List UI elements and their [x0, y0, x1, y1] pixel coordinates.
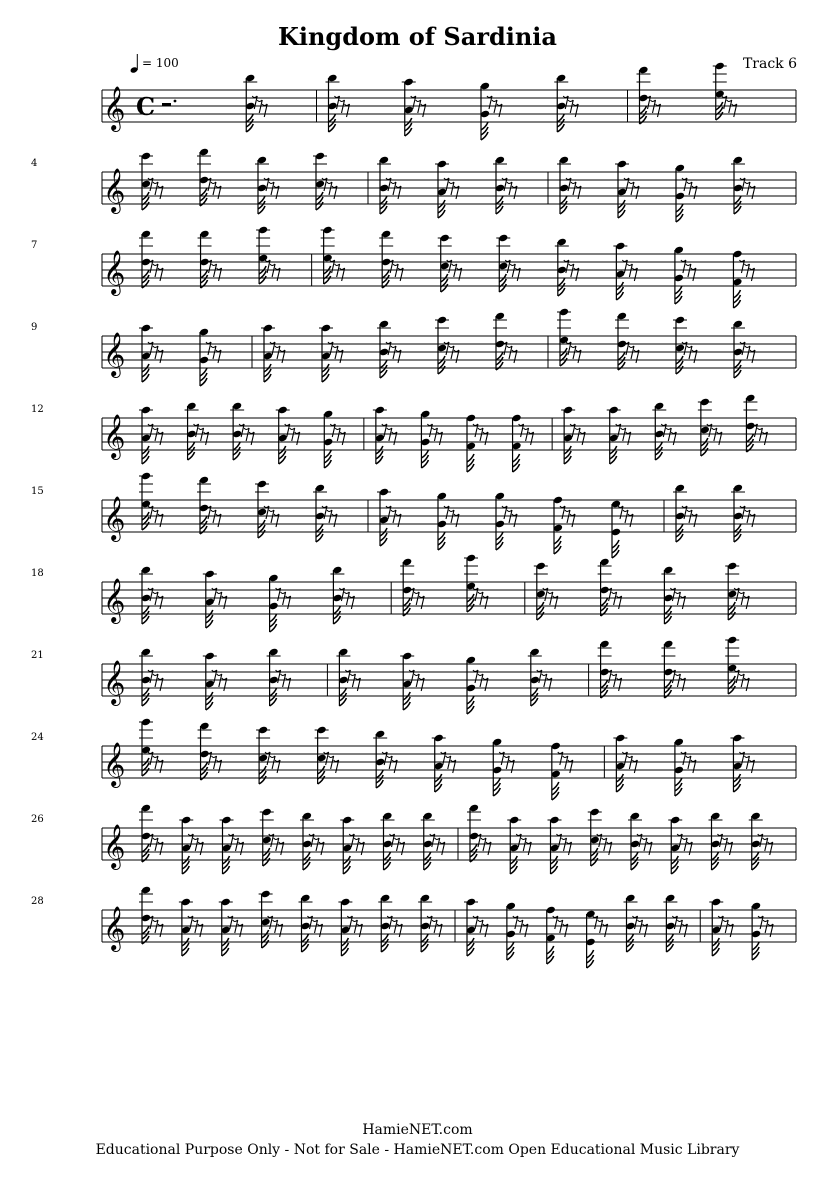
rest-mark: [391, 182, 396, 195]
footer-notice: Educational Purpose Only - Not for Sale - HamieNET.com Open Educational Music Library: [95, 1142, 740, 1158]
rest-mark: [449, 182, 454, 195]
rest-mark: [392, 920, 397, 933]
rest-mark: [153, 674, 158, 687]
rest-mark: [414, 674, 419, 687]
rest-mark: [478, 428, 483, 441]
rest-mark: [193, 920, 198, 933]
rest-mark: [354, 838, 359, 851]
rest-mark: [571, 346, 576, 359]
treble-clef-icon: 𝄞: [103, 168, 126, 212]
rest-mark: [687, 346, 692, 359]
rest-mark: [481, 838, 486, 851]
rest-mark: [504, 756, 509, 769]
rest-mark: [627, 756, 632, 769]
rest-mark: [558, 920, 563, 933]
rest-mark: [393, 264, 398, 277]
rest-mark: [416, 100, 421, 113]
rest-mark: [478, 592, 483, 605]
rest-mark: [521, 838, 526, 851]
treble-clef-icon: 𝄞: [103, 578, 126, 622]
rest-mark: [153, 838, 158, 851]
rest-mark: [745, 510, 750, 523]
score-title: Kingdom of Sardinia: [278, 22, 557, 51]
rest-mark: [627, 264, 632, 277]
treble-clef-icon: 𝄞: [103, 332, 126, 376]
rest-mark: [739, 674, 744, 687]
rest-mark: [257, 100, 262, 113]
measure-number: 21: [31, 650, 44, 661]
rest-mark: [269, 510, 274, 523]
rest-mark: [598, 920, 603, 933]
rest-mark: [269, 182, 274, 195]
rest-mark: [281, 592, 286, 605]
rest-mark: [217, 674, 222, 687]
rest-mark: [675, 674, 680, 687]
measure-number: 9: [31, 322, 38, 333]
rest-mark: [270, 264, 275, 277]
rest-mark: [575, 428, 580, 441]
rest-mark: [452, 264, 457, 277]
rest-mark: [387, 756, 392, 769]
measure-number: 18: [31, 568, 44, 579]
rest-mark: [153, 920, 158, 933]
rest-mark: [687, 510, 692, 523]
rest-mark: [478, 674, 483, 687]
rest-mark: [153, 756, 158, 769]
rest-mark: [340, 100, 345, 113]
rest-mark: [739, 592, 744, 605]
rest-mark: [723, 838, 728, 851]
measure-number: 26: [31, 814, 44, 825]
rest-mark: [727, 100, 732, 113]
measure-number: 4: [31, 158, 38, 169]
rest-mark: [313, 920, 318, 933]
measure-number: 24: [31, 732, 44, 743]
rest-mark: [344, 592, 349, 605]
rest-mark: [510, 264, 515, 277]
rest-mark: [568, 100, 573, 113]
rest-mark: [153, 428, 158, 441]
rest-mark: [518, 920, 523, 933]
rest-mark: [212, 264, 217, 277]
rest-mark: [314, 838, 319, 851]
measure-number: 28: [31, 896, 44, 907]
rest-mark: [548, 592, 553, 605]
rest-mark: [233, 920, 238, 933]
rest-mark: [642, 838, 647, 851]
rest-mark: [763, 838, 768, 851]
rest-mark: [335, 264, 340, 277]
rest-mark: [686, 264, 691, 277]
rest-mark: [712, 428, 717, 441]
rest-mark: [153, 182, 158, 195]
rest-mark: [623, 510, 628, 523]
rest-mark: [629, 346, 634, 359]
rest-mark: [153, 346, 158, 359]
rest-mark: [629, 182, 634, 195]
rest-mark: [211, 510, 216, 523]
rest-mark: [327, 182, 332, 195]
rest-mark: [449, 346, 454, 359]
treble-clef-icon: 𝄞: [103, 496, 126, 540]
half-rest-icon: [162, 103, 171, 106]
rest-mark: [744, 756, 749, 769]
rest-mark: [199, 428, 204, 441]
rest-mark: [274, 838, 279, 851]
rest-mark: [563, 756, 568, 769]
rest-mark: [492, 100, 497, 113]
rest-mark: [327, 510, 332, 523]
rest-mark: [571, 182, 576, 195]
rest-mark: [333, 346, 338, 359]
rest-mark: [507, 510, 512, 523]
rest-mark: [745, 346, 750, 359]
rest-mark: [745, 182, 750, 195]
rest-mark: [217, 592, 222, 605]
rest-mark: [612, 674, 617, 687]
rest-mark: [281, 674, 286, 687]
rest-mark: [569, 264, 574, 277]
rest-mark: [275, 346, 280, 359]
rest-mark: [602, 838, 607, 851]
rest-mark: [723, 920, 728, 933]
rest-mark: [244, 428, 249, 441]
rest-mark: [612, 592, 617, 605]
treble-clef-icon: 𝄞: [103, 414, 126, 458]
measure-number: 12: [31, 404, 44, 415]
rest-mark: [391, 510, 396, 523]
rest-mark: [153, 510, 158, 523]
rest-mark: [763, 920, 768, 933]
treble-clef-icon: 𝄞: [103, 86, 126, 130]
rest-mark: [153, 264, 158, 277]
measure-number: 7: [31, 240, 38, 251]
rest-mark: [449, 510, 454, 523]
rest-mark: [677, 920, 682, 933]
rest-mark: [675, 592, 680, 605]
rest-mark: [273, 920, 278, 933]
rest-mark: [687, 182, 692, 195]
rest-mark: [432, 428, 437, 441]
rest-mark: [211, 346, 216, 359]
footer-site: HamieNET.com: [362, 1122, 473, 1138]
rest-mark: [638, 920, 643, 933]
rest-mark: [435, 838, 440, 851]
tempo-marking: = 100: [142, 56, 179, 70]
rest-mark: [395, 838, 400, 851]
rest-mark: [335, 428, 340, 441]
rest-mark: [329, 756, 334, 769]
rest-mark: [387, 428, 392, 441]
rest-mark: [507, 182, 512, 195]
rest-mark: [290, 428, 295, 441]
rest-mark: [234, 838, 239, 851]
rest-mark: [666, 428, 671, 441]
rest-mark: [686, 756, 691, 769]
rest-mark: [414, 592, 419, 605]
measure-number: 15: [31, 486, 44, 497]
rest-mark: [446, 756, 451, 769]
rest-mark: [757, 428, 762, 441]
treble-clef-icon: 𝄞: [103, 906, 126, 950]
rest-mark: [211, 182, 216, 195]
rest-mark: [350, 674, 355, 687]
time-signature: C: [136, 92, 156, 121]
rest-mark: [562, 838, 567, 851]
rest-mark: [193, 838, 198, 851]
track-label: Track 6: [742, 56, 797, 72]
rest-mark: [153, 592, 158, 605]
treble-clef-icon: 𝄞: [103, 742, 126, 786]
rest-mark: [270, 756, 275, 769]
rest-mark: [352, 920, 357, 933]
rest-dot: [174, 100, 177, 103]
treble-clef-icon: 𝄞: [103, 824, 126, 868]
rest-mark: [432, 920, 437, 933]
rest-mark: [565, 510, 570, 523]
rest-mark: [651, 100, 656, 113]
rest-mark: [524, 428, 529, 441]
rest-mark: [744, 264, 749, 277]
rest-mark: [621, 428, 626, 441]
treble-clef-icon: 𝄞: [103, 250, 126, 294]
rest-mark: [542, 674, 547, 687]
rest-mark: [391, 346, 396, 359]
rest-mark: [478, 920, 483, 933]
rest-mark: [212, 756, 217, 769]
rest-mark: [682, 838, 687, 851]
treble-clef-icon: 𝄞: [103, 660, 126, 704]
rest-mark: [507, 346, 512, 359]
